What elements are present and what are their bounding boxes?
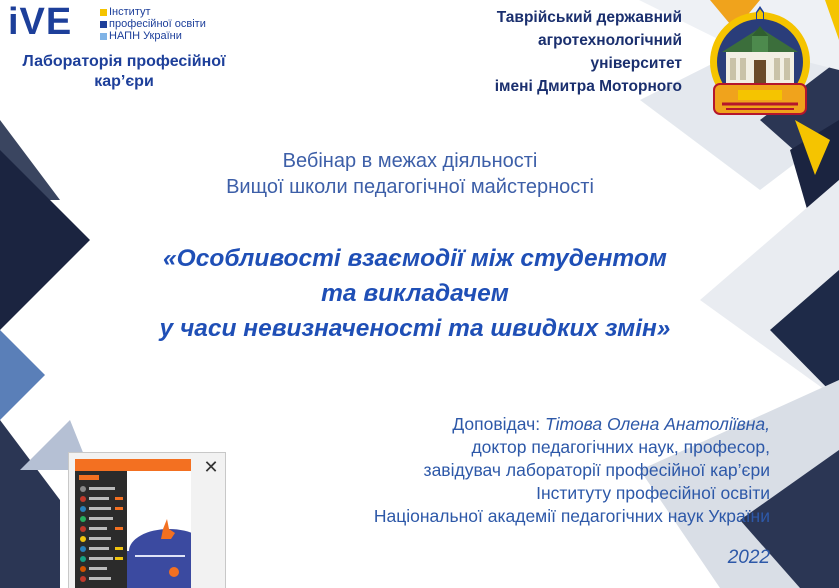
institute-line-3: НАПН України bbox=[109, 30, 182, 42]
university-line-2: агротехнологічний bbox=[538, 32, 682, 49]
speaker-institute: Інституту професійної освіти bbox=[536, 483, 770, 503]
university-line-3: університет bbox=[590, 55, 682, 72]
university-name bbox=[430, 6, 682, 98]
webinar-topic bbox=[70, 241, 760, 346]
university-line-1: Таврійський державний bbox=[496, 9, 682, 26]
webinar-heading bbox=[120, 148, 700, 200]
institute-logo bbox=[6, 2, 246, 102]
webinar-line-1: Вебінар в межах діяльності bbox=[282, 150, 538, 172]
speaker-name: Тітова Олена Анатоліївна, bbox=[544, 414, 770, 434]
close-icon[interactable]: ✕ bbox=[203, 457, 219, 477]
year: 2022 bbox=[727, 547, 770, 568]
topic-line-3: у часи невизначеності та швидких змін» bbox=[159, 315, 671, 342]
app-preview-drawing bbox=[75, 459, 191, 588]
webinar-line-2: Вищої школи педагогічної майстерності bbox=[226, 176, 594, 198]
university-line-4: імені Дмитра Моторного bbox=[494, 78, 682, 95]
speaker-label: Доповідач: bbox=[452, 414, 545, 434]
institute-line-1: Інститут bbox=[109, 6, 151, 18]
ive-logo-text: iVE bbox=[8, 1, 73, 43]
institute-line-2: професійної освіти bbox=[109, 18, 206, 30]
topic-line-1: «Особливості взаємодії між студентом bbox=[163, 245, 667, 272]
speaker-academy: Національної академії педагогічних наук України bbox=[373, 506, 770, 526]
lab-title: Лабораторія професійної кар’єри bbox=[22, 53, 226, 90]
institute-name bbox=[100, 6, 206, 42]
video-overlay[interactable] bbox=[68, 452, 226, 588]
topic-line-2: та викладачем bbox=[321, 280, 509, 307]
university-emblem-icon bbox=[708, 6, 812, 124]
app-preview-thumbnail[interactable] bbox=[75, 459, 191, 588]
speaker-position: завідувач лабораторії професійної кар’єри bbox=[423, 460, 770, 480]
speaker-info bbox=[250, 413, 770, 528]
speaker-degree: доктор педагогічних наук, професор, bbox=[471, 437, 770, 457]
